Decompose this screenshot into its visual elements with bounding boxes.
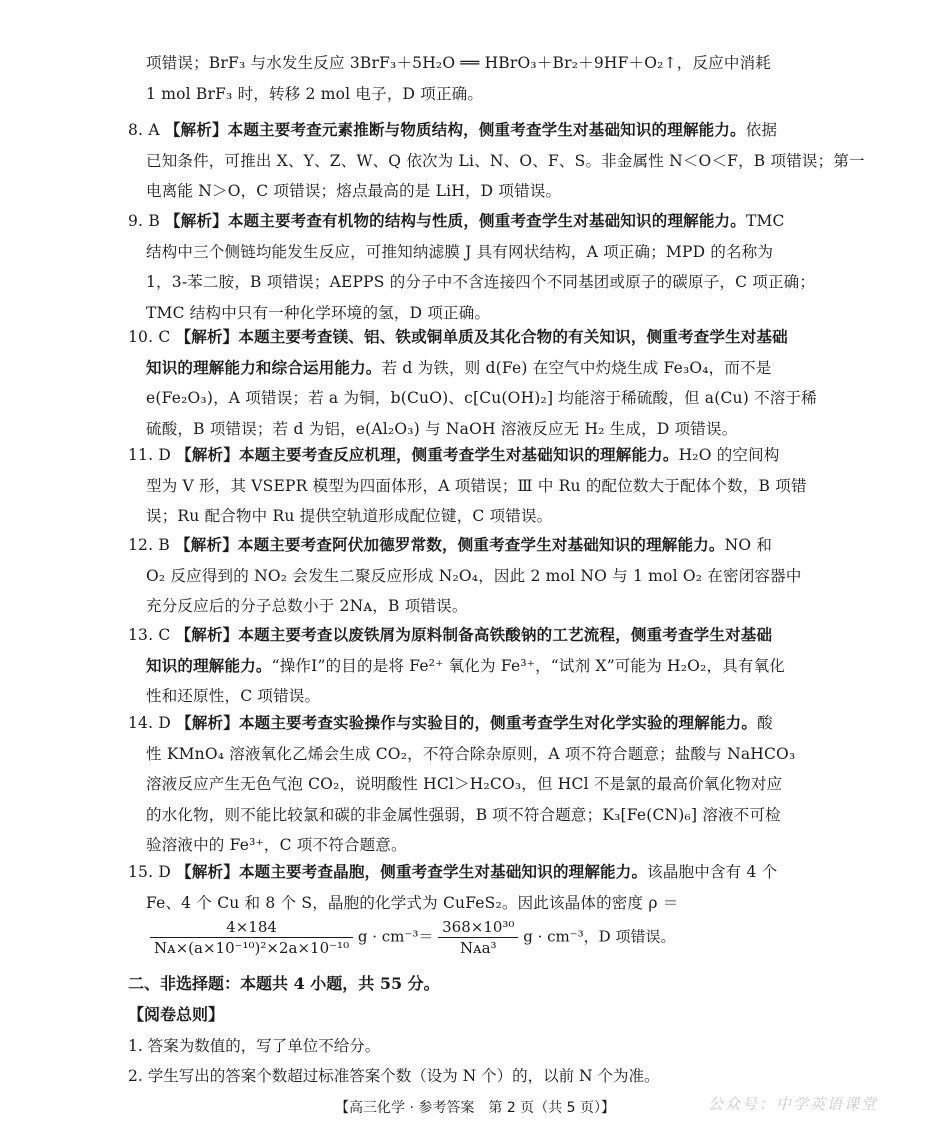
answer-13: [128, 620, 828, 712]
answer-9-tag: 【解析】本题主要考查有机物的结构与性质，侧重考查学生对基础知识的理解能力。: [165, 211, 746, 230]
intro-line-1: 项错误；BrF₃ 与水发生反应 3BrF₃＋5H₂O ══ HBrO₃＋Br₂＋9HF＋O₂↑，反应中消耗: [146, 54, 771, 72]
answer-12: [128, 530, 828, 622]
answer-8-text: 依据: [745, 121, 778, 139]
answer-12-text: NO 和: [724, 536, 773, 554]
density-formula: [150, 917, 850, 958]
answer-9-line-4: TMC 结构中只有一种化学环境的氢，D 项正确。: [146, 303, 491, 322]
answer-13-number: 13. C: [128, 626, 171, 644]
answer-14-line-4: 的水化物，则不能比较氯和碳的非金属性强弱，B 项不符合题意；K₃[Fe(CN)₆] 溶液不可检: [146, 805, 781, 824]
answer-10-number: 10. C: [128, 328, 171, 346]
answer-15-text: 该晶胞中含有 4 个: [647, 863, 778, 881]
answer-11-text: H₂O 的空间构: [678, 446, 780, 464]
answer-9-text: TMC: [745, 212, 785, 230]
answer-14-number: 14. D: [128, 714, 172, 732]
answer-12-number: 12. B: [128, 536, 170, 554]
section-heading: 二、非选择题：本题共 4 小题，共 55 分。: [128, 974, 440, 993]
answer-9: [128, 206, 828, 328]
answer-8: [128, 115, 865, 207]
fraction-1-denominator: Nᴀ×(a×10⁻¹⁰)²×2a×10⁻¹⁰: [150, 937, 353, 958]
rule-item-2: 2. 学生写出的答案个数超过标准答案个数（设为 N 个）的，以前 N 个为准。: [128, 1067, 660, 1085]
formula-fraction-1: [150, 917, 353, 958]
answer-10-line-2: 若 d 为铁，则 d(Fe) 在空气中灼烧生成 Fe₃O₄，而不是: [381, 358, 772, 377]
answer-12-line-3: 充分反应后的分子总数小于 2Nᴀ，B 项错误。: [146, 597, 468, 615]
answer-12-tag: 【解析】本题主要考查阿伏加德罗常数，侧重考查学生对基础知识的理解能力。: [175, 535, 725, 554]
answer-9-number: 9. B: [128, 212, 160, 230]
answer-11-number: 11. D: [128, 446, 172, 464]
answer-15: [128, 857, 828, 918]
answer-13-line-2: “操作Ⅰ”的目的是将 Fe²⁺ 氧化为 Fe³⁺，“试剂 X”可能为 H₂O₂，具有氧化: [271, 656, 786, 675]
answer-15-tag: 【解析】本题主要考查晶胞，侧重考查学生对基础知识的理解能力。: [176, 862, 648, 881]
answer-10: [128, 322, 828, 444]
answer-14-line-5: 验溶液中的 Fe³⁺，C 项不符合题意。: [146, 836, 407, 854]
answer-15-number: 15. D: [128, 863, 172, 881]
fraction-2-numerator: 368×10³⁰: [442, 918, 515, 936]
answer-11: [128, 440, 828, 532]
answer-13-tag-cont: 知识的理解能力。: [146, 655, 272, 675]
answer-8-line-3: 电离能 N＞O，C 项错误；熔点最高的是 LiH，D 项错误。: [146, 182, 562, 200]
answer-14-tag: 【解析】本题主要考查实验操作与实验目的，侧重考查学生对化学实验的理解能力。: [176, 713, 758, 732]
answer-11-tag: 【解析】本题主要考查反应机理，侧重考查学生对基础知识的理解能力。: [176, 445, 679, 464]
fraction-2-denominator: Nᴀa³: [438, 937, 518, 958]
answer-10-line-4: 硫酸，B 项错误；若 d 为铝，e(Al₂O₃) 与 NaOH 溶液反应无 H₂ 生成，D 项错误。: [146, 419, 738, 438]
answer-10-tag-cont: 知识的理解能力和综合运用能力。: [146, 357, 382, 377]
page-footer: 【高三化学 · 参考答案 第 2 页（共 5 页）】: [335, 1100, 615, 1116]
answer-14-text: 酸: [757, 714, 773, 732]
rules-title: 【阅卷总则】: [128, 1005, 225, 1024]
formula-fraction-2: [438, 917, 518, 958]
formula-unit-1: g · cm⁻³＝: [357, 927, 434, 946]
fraction-1-numerator: 4×184: [226, 918, 277, 936]
answer-10-line-3: e(Fe₂O₃)，A 项错误；若 a 为铜，b(CuO)、c[Cu(OH)₂] 均能溶于稀硫酸，但 a(Cu) 不溶于稀: [146, 389, 817, 407]
intro-paragraph: [146, 48, 836, 109]
answer-8-line-2: 已知条件，可推出 X、Y、Z、W、Q 依次为 Li、N、O、F、S。非金属性 N＜O＜F，B 项错误；第一: [146, 151, 865, 170]
answer-9-line-3: 1，3-苯二胺，B 项错误；AEPPS 的分子中不含连接四个不同基团或原子的碳原子，C 项正确；: [146, 273, 816, 291]
answer-13-tag: 【解析】本题主要考查以废铁屑为原料制备高铁酸钠的工艺流程，侧重考查学生对基础: [175, 625, 773, 644]
answer-11-line-2: 型为 V 形，其 VSEPR 模型为四面体形，A 项错误；Ⅲ 中 Ru 的配位数大于配体个数，B 项错: [146, 476, 807, 495]
answer-11-line-3: 误；Ru 配合物中 Ru 提供空轨道形成配位键，C 项错误。: [146, 507, 553, 525]
answer-8-tag: 【解析】本题主要考查元素推断与物质结构，侧重考查学生对基础知识的理解能力。: [164, 120, 746, 139]
answer-13-line-3: 性和还原性，C 项错误。: [146, 687, 321, 705]
rule-item-1: 1. 答案为数值的，写了单位不给分。: [128, 1037, 381, 1055]
intro-line-2: 1 mol BrF₃ 时，转移 2 mol 电子，D 项正确。: [146, 84, 484, 103]
answer-15-line-2: Fe、4 个 Cu 和 8 个 S，晶胞的化学式为 CuFeS₂。因此该晶体的密度 ρ ＝: [146, 893, 679, 912]
watermark: 公众号：中学英语课堂: [707, 1095, 878, 1113]
answer-8-number: 8. A: [128, 121, 160, 139]
answer-14: [128, 708, 828, 861]
formula-unit-2: g · cm⁻³，D 项错误。: [523, 927, 676, 946]
answer-9-line-2: 结构中三个侧链均能发生反应，可推知纳滤膜 J 具有网状结构，A 项正确；MPD 的名称为: [146, 242, 774, 261]
answer-14-line-3: 溶液反应产生无色气泡 CO₂，说明酸性 HCl＞H₂CO₃，但 HCl 不是氯的最高价氧化物对应: [146, 775, 783, 793]
answer-14-line-2: 性 KMnO₄ 溶液氧化乙烯会生成 CO₂，不符合除杂原则，A 项不符合题意；盐酸与 NaHCO₃: [146, 744, 796, 763]
answer-10-tag: 【解析】本题主要考查镁、铝、铁或铜单质及其化合物的有关知识，侧重考查学生对基础: [175, 327, 788, 346]
answer-12-line-2: O₂ 反应得到的 NO₂ 会发生二聚反应形成 N₂O₄，因此 2 mol NO 与 1 mol O₂ 在密闭容器中: [146, 566, 802, 585]
